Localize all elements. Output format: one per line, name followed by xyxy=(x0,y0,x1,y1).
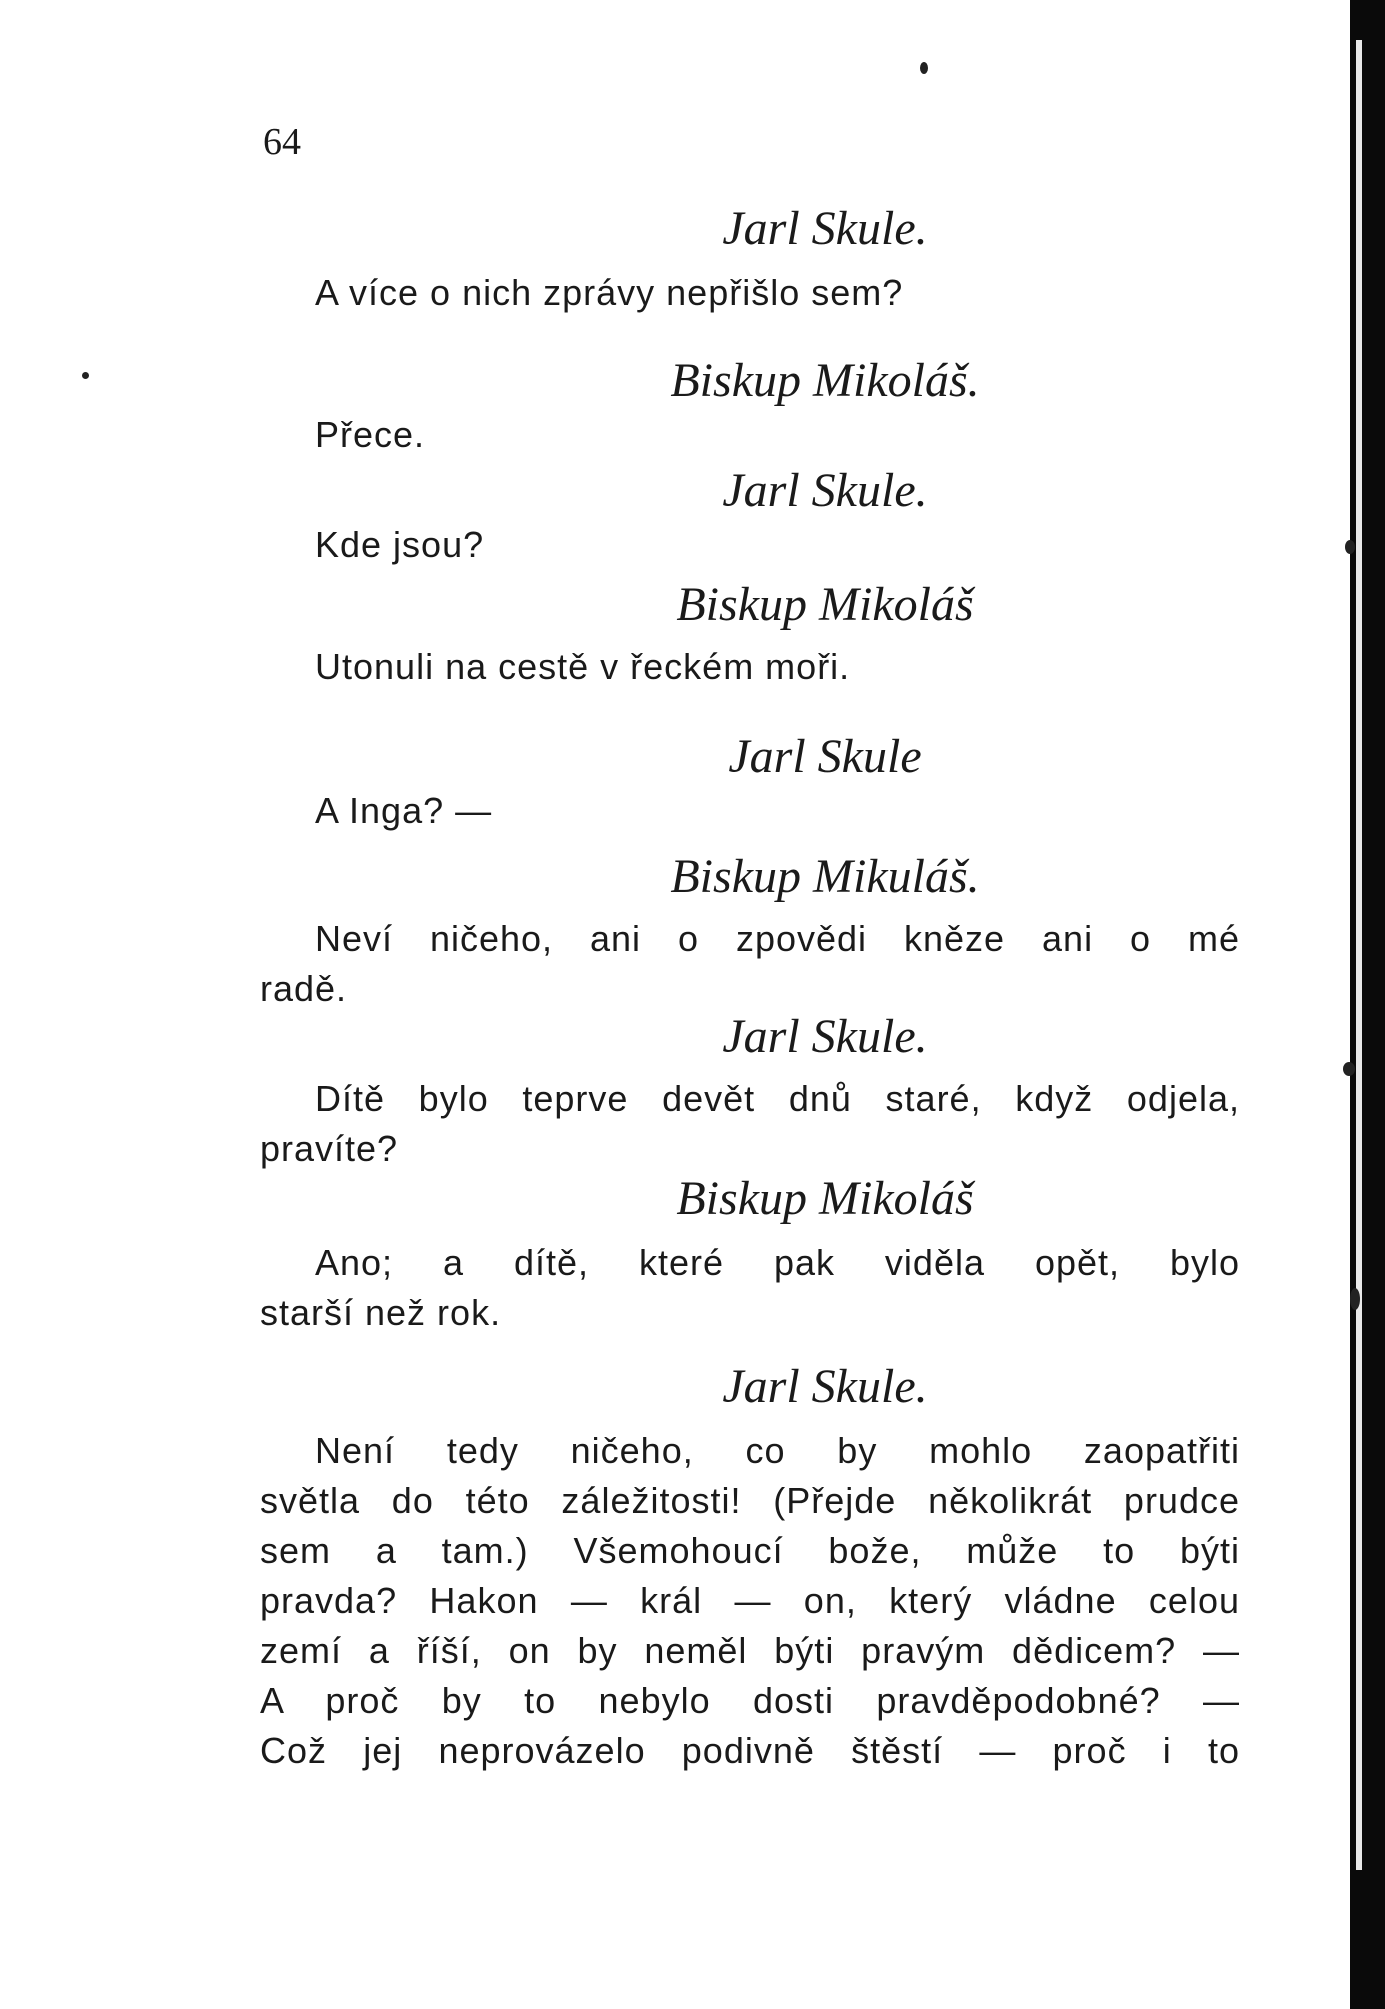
speaker-name: Biskup Mikoláš xyxy=(676,578,974,631)
dialogue-line: radě. xyxy=(260,968,348,1009)
dialogue-line: Což jej neprovázelo podivně štěstí — proč i to xyxy=(260,1730,1240,1771)
dialogue-line: Kde jsou? xyxy=(315,524,485,565)
scan-speck xyxy=(1350,1288,1360,1310)
scan-speck xyxy=(920,62,928,74)
dialogue-line: Neví ničeho, ani o zpovědi kněze ani o mé xyxy=(315,918,1240,959)
speaker-name: Jarl Skule. xyxy=(722,1010,928,1063)
dialogue-line: Přece. xyxy=(315,414,426,455)
scan-speck xyxy=(1343,1062,1355,1076)
dialogue-line: Ano; a dítě, které pak viděla opět, bylo xyxy=(315,1242,1240,1283)
speaker-name: Jarl Skule xyxy=(728,730,922,783)
speaker-name: Jarl Skule. xyxy=(722,1360,928,1413)
dialogue-line: pravíte? xyxy=(260,1128,399,1169)
speaker-name: Biskup Mikuláš. xyxy=(670,850,980,903)
dialogue-line: A proč by to nebylo dosti pravděpodobné? — xyxy=(260,1680,1240,1721)
dialogue-line: A Inga? — xyxy=(315,790,493,831)
dialogue-line: Dítě bylo teprve devět dnů staré, když odjela, xyxy=(315,1078,1240,1119)
dialogue-line: Utonuli na cestě v řeckém moři. xyxy=(315,646,851,687)
speaker-name: Jarl Skule. xyxy=(722,464,928,517)
speaker-name: Jarl Skule. xyxy=(722,202,928,255)
scan-speck xyxy=(82,372,89,379)
scan-speck xyxy=(1345,540,1355,554)
page-number: 64 xyxy=(263,121,301,163)
speaker-name: Biskup Mikoláš xyxy=(676,1172,974,1225)
dialogue-line: A více o nich zprávy nepřišlo sem? xyxy=(315,272,904,313)
dialogue-line: Není tedy ničeho, co by mohlo zaopatřiti xyxy=(315,1430,1240,1471)
dialogue-line: starší než rok. xyxy=(260,1292,502,1333)
dialogue-line: zemí a říší, on by neměl býti pravým dědicem? — xyxy=(260,1630,1240,1671)
dialogue-line: sem a tam.) Všemohoucí bože, může to býti xyxy=(260,1530,1240,1571)
speaker-name: Biskup Mikoláš. xyxy=(670,354,980,407)
dialogue-line: světla do této záležitosti! (Přejde několikrát prudce xyxy=(260,1480,1240,1521)
dialogue-line: pravda? Hakon — král — on, který vládne celou xyxy=(260,1580,1240,1621)
scan-edge-highlight xyxy=(1356,40,1362,1870)
